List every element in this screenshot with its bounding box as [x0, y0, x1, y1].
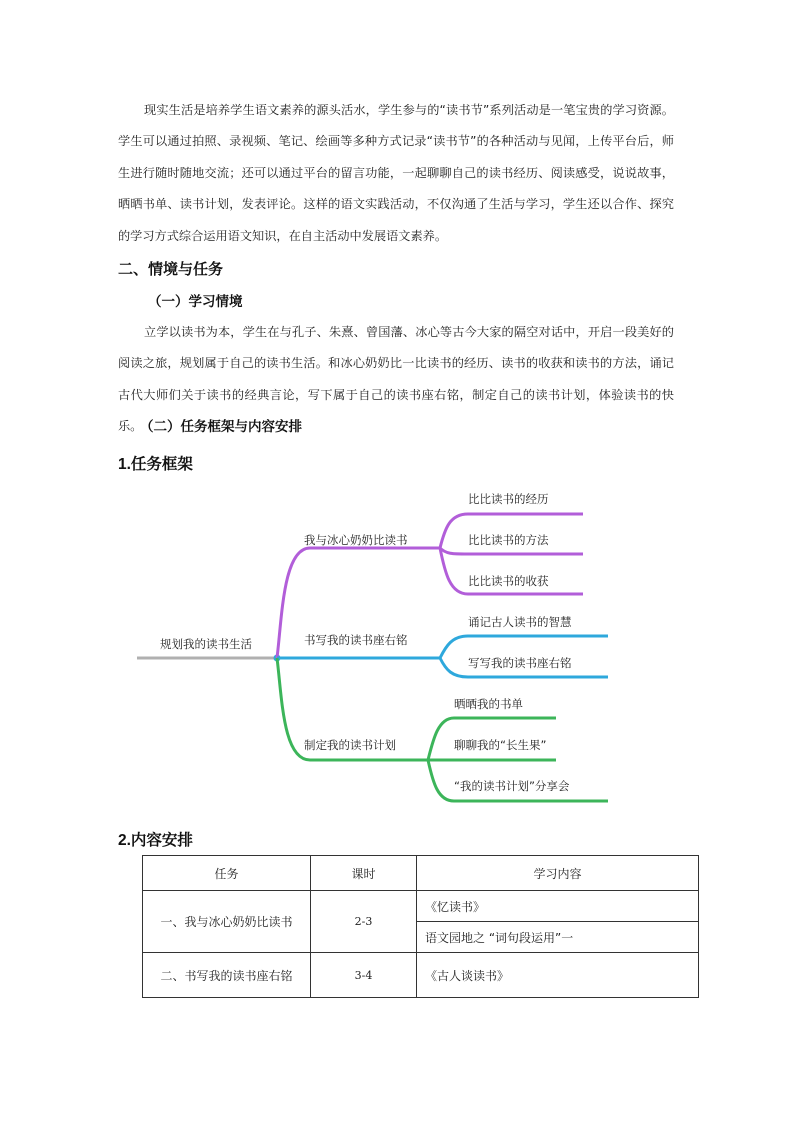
table-cell-content: 《古人谈读书》	[417, 953, 699, 998]
mindmap-branch-1-child-2-line	[440, 548, 583, 554]
mindmap-branch-1-child-1-label: 比比读书的经历	[468, 492, 549, 506]
table-header-content: 学习内容	[417, 856, 699, 891]
mindmap-branch-2-label: 书写我的读书座右铭	[304, 633, 408, 647]
content-arrangement-table	[142, 855, 699, 998]
table-cell-hours: 3-4	[311, 953, 417, 998]
intro-paragraph: 现实生活是培养学生语文素养的源头活水，学生参与的“读书节”系列活动是一笔宝贵的学习资源。学生可以通过拍照、录视频、笔记、绘画等多种方式记录“读书节”的各种活动与见闻，上传平台后，师生进行随时随地交流；还可以通过平台的留言功能，一起聊聊自己的读书经历、阅读感受，说说故事，晒晒书单、读书计划，发表评论。这样的语文实践活动，不仅沟通了生活与学习，学生还以合作、探究的学习方式综合运用语文知识，在自主活动中发展语文素养。	[118, 103, 674, 243]
mindmap-branch-2-child-1-label: 诵记古人读书的智慧	[468, 615, 572, 629]
mindmap-branch-3-child-2-label: 聊聊我的“长生果”	[454, 738, 547, 752]
table-cell-task: 一、我与冰心奶奶比读书	[143, 891, 311, 953]
mindmap-branch-3-child-1-label: 晒晒我的书单	[454, 697, 523, 711]
table-cell-hours: 2-3	[311, 891, 417, 953]
mindmap-branch-2-child-2-label: 写写我的读书座右铭	[468, 656, 572, 670]
table-cell-content: 语文园地之 “词句段运用”一	[417, 922, 699, 953]
subheading-task-framework: （二）任务框架与内容安排	[140, 419, 302, 435]
section-heading-situation-task: 二、情境与任务	[118, 260, 224, 278]
mindmap-branch-2-child-1-line	[440, 636, 608, 658]
table-header-hours: 课时	[311, 856, 417, 891]
subheading-learning-situation: （一）学习情境	[148, 294, 243, 310]
table-row	[143, 953, 699, 998]
situation-paragraph: 立学以读书为本，学生在与孔子、朱熹、曾国藩、冰心等古今大家的隔空对话中，开启一段美好的阅读之旅，规划属于自己的读书生活。和冰心奶奶比一比读书的经历、读书的收获和读书的方法，诵记古代大师们关于读书的经典言论，写下属于自己的读书座右铭，制定自己的读书计划，体验读书的快乐。	[118, 325, 674, 434]
mindmap-branch-1-label: 我与冰心奶奶比读书	[304, 533, 408, 547]
mindmap-root-label: 规划我的读书生活	[160, 637, 252, 651]
mindmap-branch-1-child-2-label: 比比读书的方法	[468, 533, 549, 547]
table-cell-content: 《忆读书》	[417, 891, 699, 922]
heading-content-arrangement: 2.内容安排	[118, 832, 193, 849]
mindmap-branch-3-label: 制定我的读书计划	[304, 738, 396, 752]
table-cell-task: 二、书写我的读书座右铭	[143, 953, 311, 998]
table-header-row	[143, 856, 699, 891]
task-framework-mindmap	[0, 478, 793, 818]
table-header-task: 任务	[143, 856, 311, 891]
mindmap-branch-3-child-3-label: “我的读书计划”分享会	[454, 779, 570, 793]
table-row	[143, 891, 699, 922]
heading-task-framework: 1.任务框架	[118, 456, 193, 473]
mindmap-branch-1-child-3-label: 比比读书的收获	[468, 574, 549, 588]
